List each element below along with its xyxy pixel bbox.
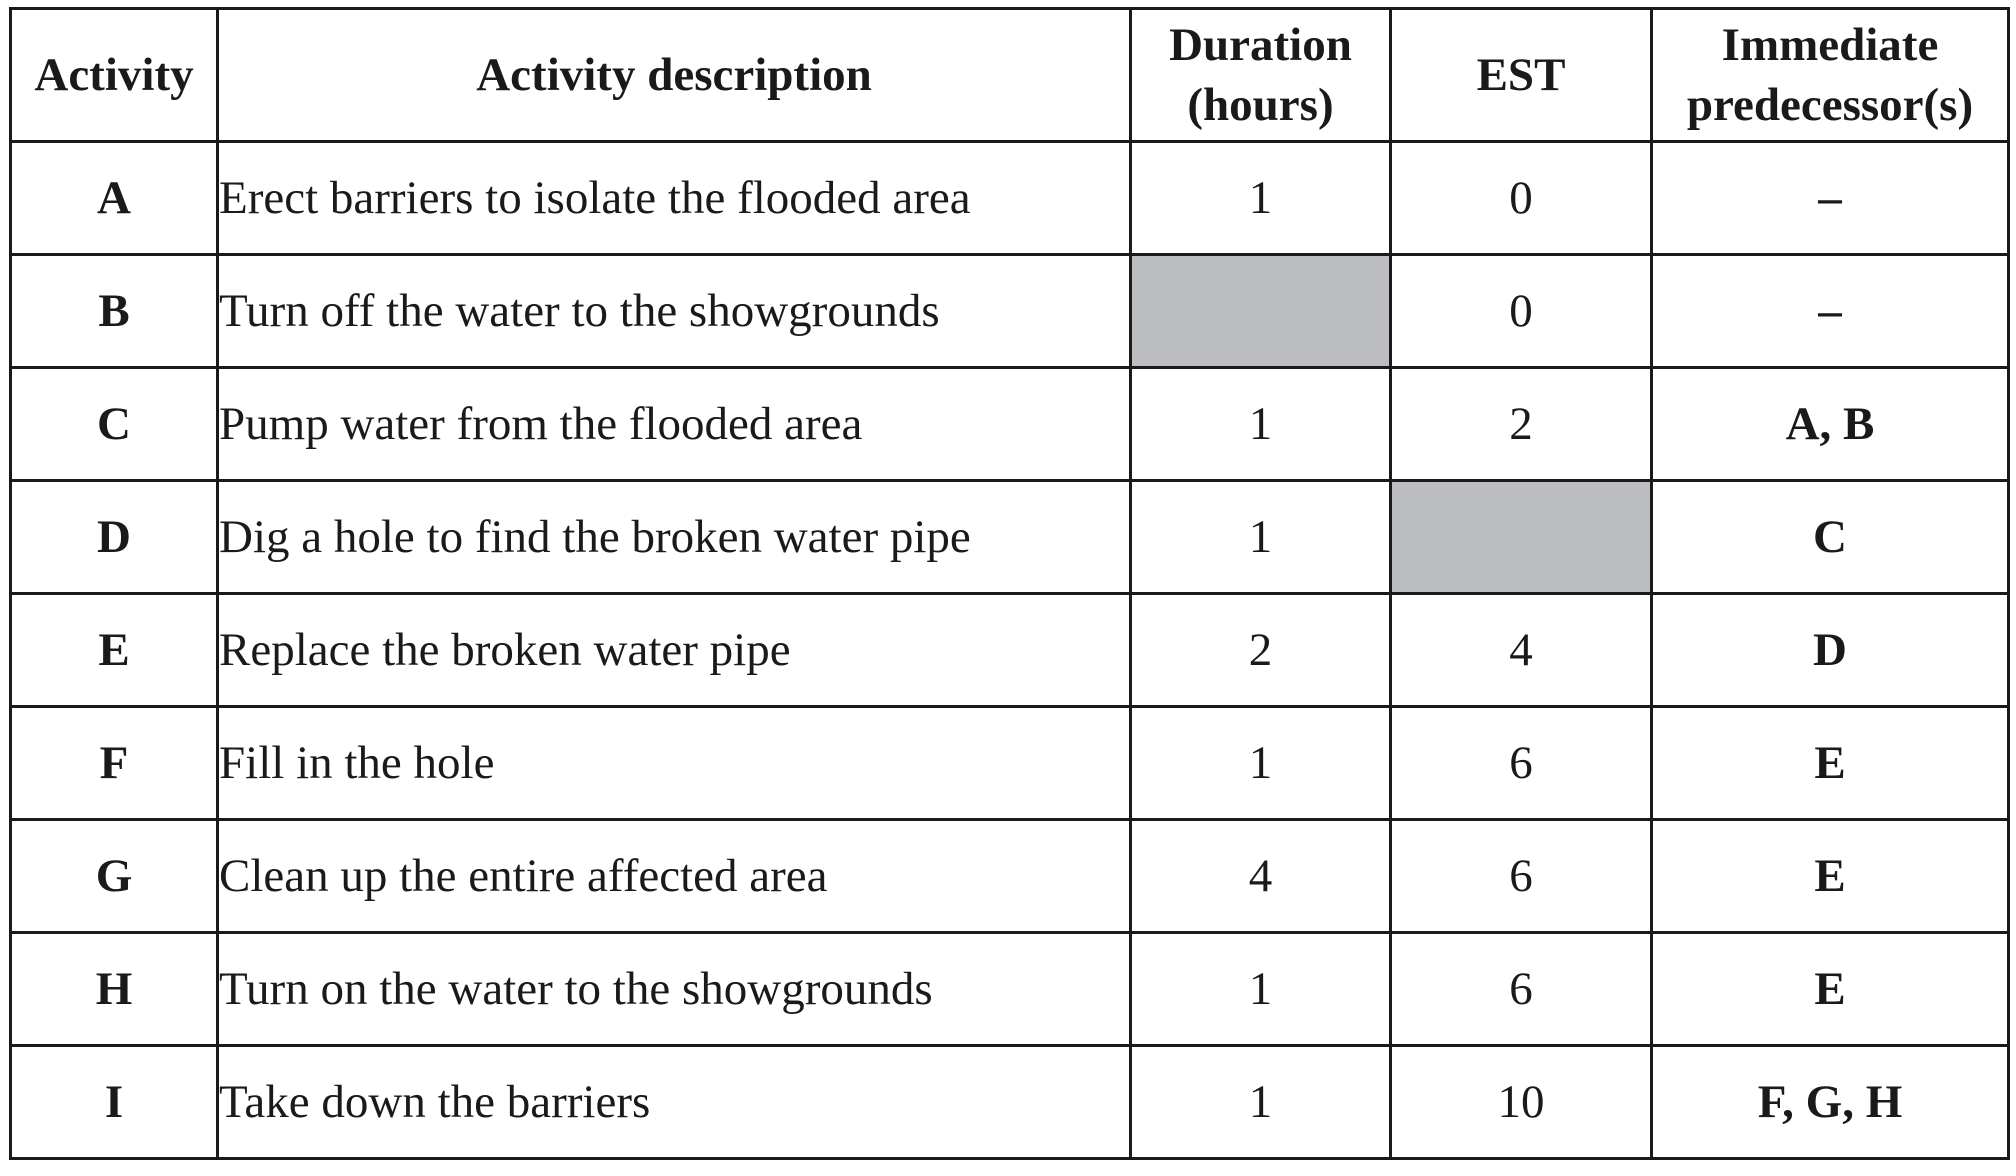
header-predecessors xyxy=(1652,9,2009,142)
duration-cell: 1 xyxy=(1131,142,1391,255)
activity-cell: G xyxy=(11,820,218,933)
table-row xyxy=(11,707,2009,820)
table-row xyxy=(11,481,2009,594)
description-cell: Pump water from the flooded area xyxy=(218,368,1131,481)
description-cell: Clean up the entire affected area xyxy=(218,820,1131,933)
activity-cell: I xyxy=(11,1046,218,1159)
header-description: Activity description xyxy=(218,9,1131,142)
est-cell: 6 xyxy=(1391,933,1652,1046)
predecessors-cell: C xyxy=(1652,481,2009,594)
description-cell: Take down the barriers xyxy=(218,1046,1131,1159)
est-blank-cell xyxy=(1391,481,1652,594)
activity-cell: H xyxy=(11,933,218,1046)
header-pred-line1: Immediate xyxy=(1721,19,1939,71)
description-cell: Erect barriers to isolate the flooded area xyxy=(218,142,1131,255)
est-cell: 6 xyxy=(1391,820,1652,933)
table-row xyxy=(11,142,2009,255)
table-row xyxy=(11,933,2009,1046)
activity-cell: A xyxy=(11,142,218,255)
duration-cell: 1 xyxy=(1131,481,1391,594)
description-cell: Turn on the water to the showgrounds xyxy=(218,933,1131,1046)
activity-cell: E xyxy=(11,594,218,707)
est-cell: 10 xyxy=(1391,1046,1652,1159)
header-duration xyxy=(1131,9,1391,142)
description-cell: Turn off the water to the showgrounds xyxy=(218,255,1131,368)
duration-cell: 2 xyxy=(1131,594,1391,707)
activity-table xyxy=(9,7,2010,1160)
predecessors-cell: D xyxy=(1652,594,2009,707)
duration-cell: 1 xyxy=(1131,707,1391,820)
predecessors-cell: A, B xyxy=(1652,368,2009,481)
activity-cell: B xyxy=(11,255,218,368)
table-row xyxy=(11,255,2009,368)
header-pred-line2: predecessor(s) xyxy=(1686,79,1974,131)
table-row xyxy=(11,820,2009,933)
activity-cell: C xyxy=(11,368,218,481)
est-cell: 4 xyxy=(1391,594,1652,707)
est-cell: 0 xyxy=(1391,142,1652,255)
duration-cell: 1 xyxy=(1131,933,1391,1046)
est-cell: 0 xyxy=(1391,255,1652,368)
predecessors-cell: E xyxy=(1652,820,2009,933)
est-cell: 6 xyxy=(1391,707,1652,820)
header-activity: Activity xyxy=(11,9,218,142)
activity-cell: D xyxy=(11,481,218,594)
duration-cell: 1 xyxy=(1131,368,1391,481)
predecessors-cell: E xyxy=(1652,933,2009,1046)
duration-blank-cell xyxy=(1131,255,1391,368)
table-row xyxy=(11,594,2009,707)
predecessors-cell: – xyxy=(1652,142,2009,255)
predecessors-cell: – xyxy=(1652,255,2009,368)
duration-cell: 4 xyxy=(1131,820,1391,933)
est-cell: 2 xyxy=(1391,368,1652,481)
header-est: EST xyxy=(1391,9,1652,142)
description-cell: Fill in the hole xyxy=(218,707,1131,820)
activity-cell: F xyxy=(11,707,218,820)
predecessors-cell: E xyxy=(1652,707,2009,820)
table-row xyxy=(11,1046,2009,1159)
header-duration-line2: (hours) xyxy=(1187,79,1334,131)
header-duration-line1: Duration xyxy=(1169,19,1352,71)
description-cell: Dig a hole to find the broken water pipe xyxy=(218,481,1131,594)
duration-cell: 1 xyxy=(1131,1046,1391,1159)
table-row xyxy=(11,368,2009,481)
table-header-row xyxy=(11,9,2009,142)
predecessors-cell: F, G, H xyxy=(1652,1046,2009,1159)
description-cell: Replace the broken water pipe xyxy=(218,594,1131,707)
